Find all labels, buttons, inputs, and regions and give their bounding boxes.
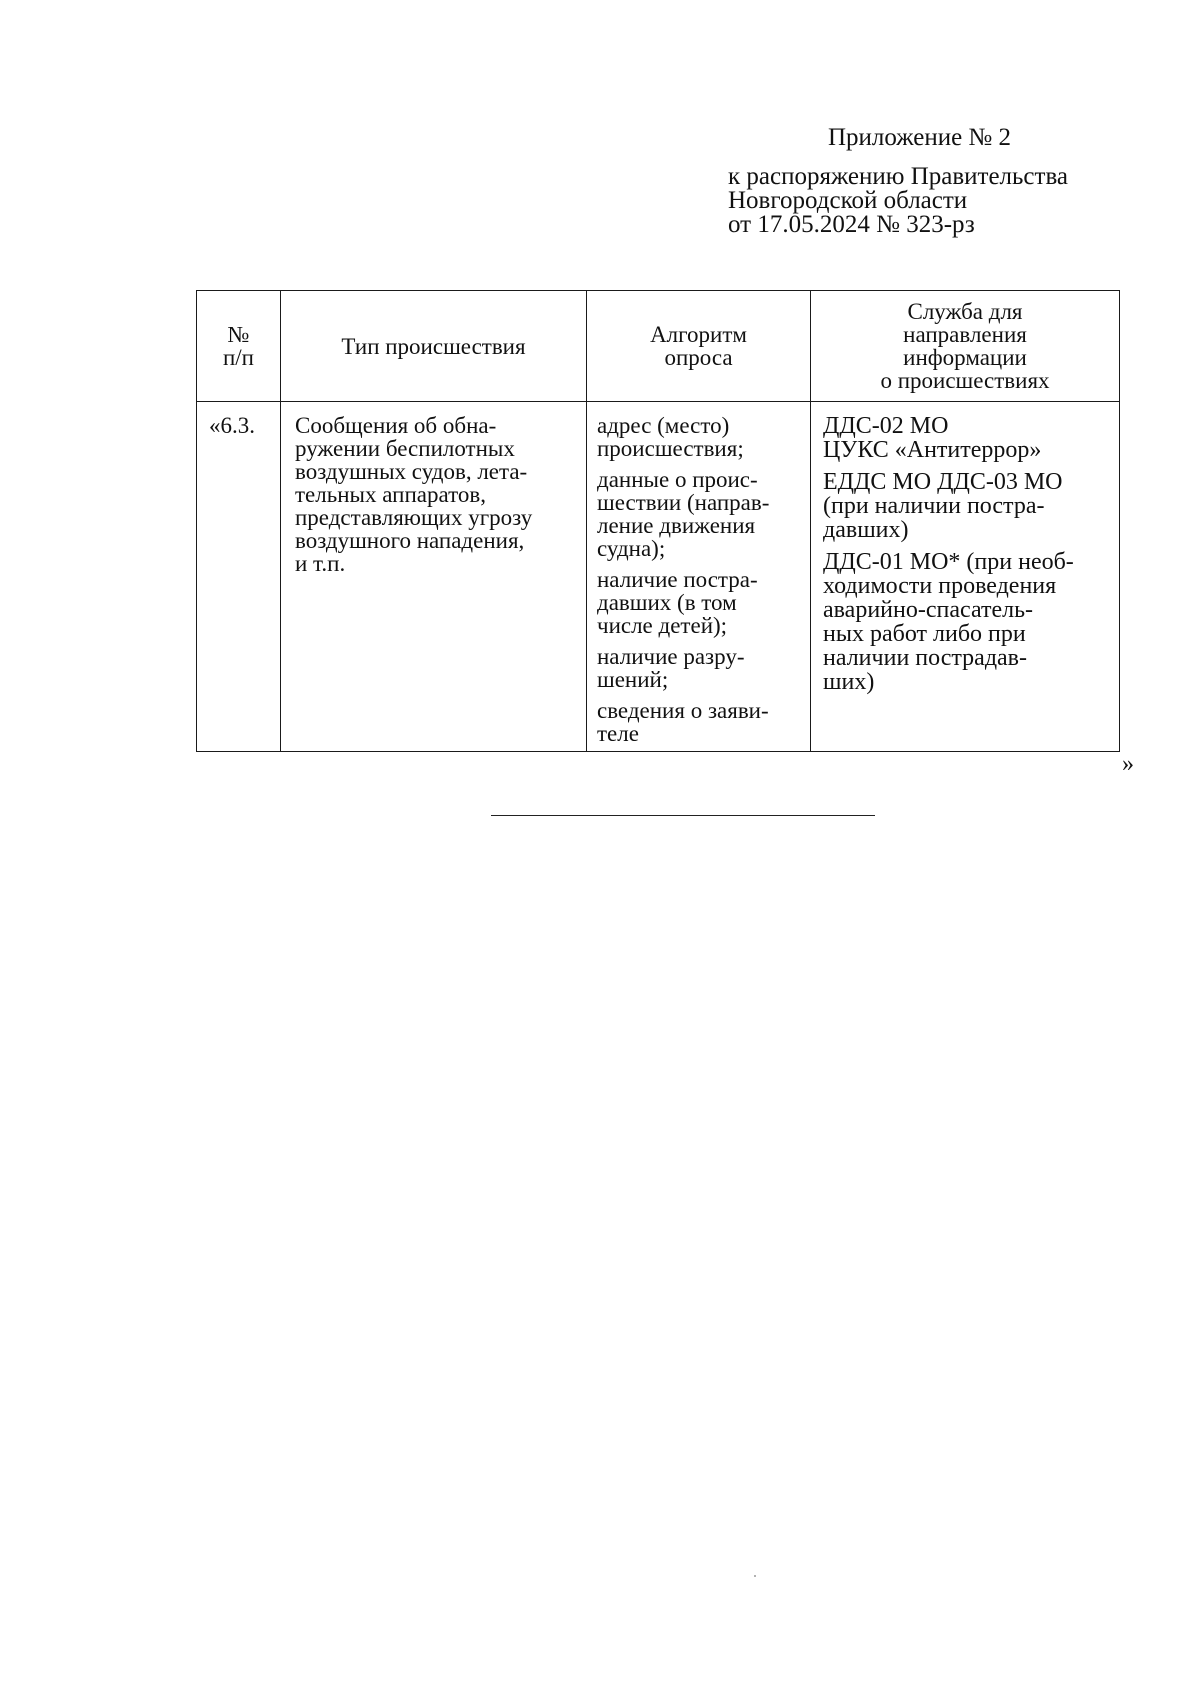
service-cell [811,402,1120,752]
algorithm-line: наличие разру- [597,644,745,669]
incident-type-line: воздушных судов, лета- [295,459,528,484]
header-algorithm-line: опроса [664,345,733,370]
reference-line: от 17.05.2024 № 323-рз [728,211,975,238]
appendix-reference [728,165,1068,237]
header-service [811,291,1120,402]
header-service-line: направления [903,322,1027,347]
service-line: ходимости проведения [823,573,1057,599]
service-item [823,470,1115,542]
algorithm-item [597,468,806,560]
algorithm-line: судна); [597,536,666,561]
header-algorithm [587,291,811,402]
algorithm-line: ление движения [597,513,756,538]
algorithm-line: наличие постра- [597,567,758,592]
service-line: давших) [823,517,909,543]
header-number-line: № [227,322,250,347]
header-incident-type [281,291,587,402]
algorithm-line: шений; [597,667,669,692]
header-incident-type-line: Тип происшествия [341,333,526,359]
algorithm-line: теле [597,721,639,746]
closing-quote: » [1122,751,1134,777]
algorithm-cell [587,402,811,752]
header-service-line: Служба для [907,299,1023,324]
incident-type-line: Сообщения об обна- [295,413,497,438]
header-number [197,291,281,402]
service-line: ЕДДС МО ДДС-03 МО [823,469,1063,495]
service-line: ДДС-01 МО* (при необ- [823,549,1074,575]
incident-type-cell [281,402,587,752]
header-service-line: о происшествиях [880,368,1050,393]
algorithm-line: шествии (направ- [597,490,770,515]
service-line: ных работ либо при [823,621,1026,647]
incident-type-line: и т.п. [295,551,346,576]
algorithm-line: сведения о заяви- [597,698,769,723]
incident-type-line: тельных аппаратов, [295,482,486,507]
service-line: ДДС-02 МО [823,413,949,439]
header-number-line: п/п [222,345,254,370]
scan-speck [754,1575,756,1577]
service-line: ших) [823,669,875,695]
header-service-line: информации [903,345,1027,370]
incident-type-line: воздушного нападения, [295,528,525,553]
algorithm-item [597,645,806,691]
end-rule-divider [491,815,875,816]
reference-line: Новгородской области [728,187,968,214]
algorithm-line: числе детей); [597,613,728,638]
service-line: (при наличии постра- [823,493,1045,519]
row-number-cell [197,402,281,752]
algorithm-item [597,414,806,460]
service-line: аварийно-спасатель- [823,597,1034,623]
row-number: «6.3. [209,413,255,438]
incident-type-line: ружении беспилотных [295,436,515,461]
algorithm-line: данные о проис- [597,467,758,492]
algorithm-line: адрес (место) [597,413,730,438]
algorithm-item [597,568,806,637]
table-header-row [197,291,1120,402]
service-item [823,414,1115,462]
algorithm-line: давших (в том [597,590,737,615]
service-line: наличии пострадав- [823,645,1027,671]
reference-line: к распоряжению Правительства [728,163,1069,190]
header-algorithm-line: Алгоритм [650,322,747,347]
service-item [823,550,1115,694]
table-row [197,402,1120,752]
algorithm-line: происшествия; [597,436,744,461]
incident-type-line: представляющих угрозу [295,505,533,530]
service-line: ЦУКС «Антитеррор» [823,437,1042,463]
appendix-title: Приложение № 2 [828,124,1012,151]
algorithm-item [597,699,806,745]
incident-table [196,290,1120,752]
